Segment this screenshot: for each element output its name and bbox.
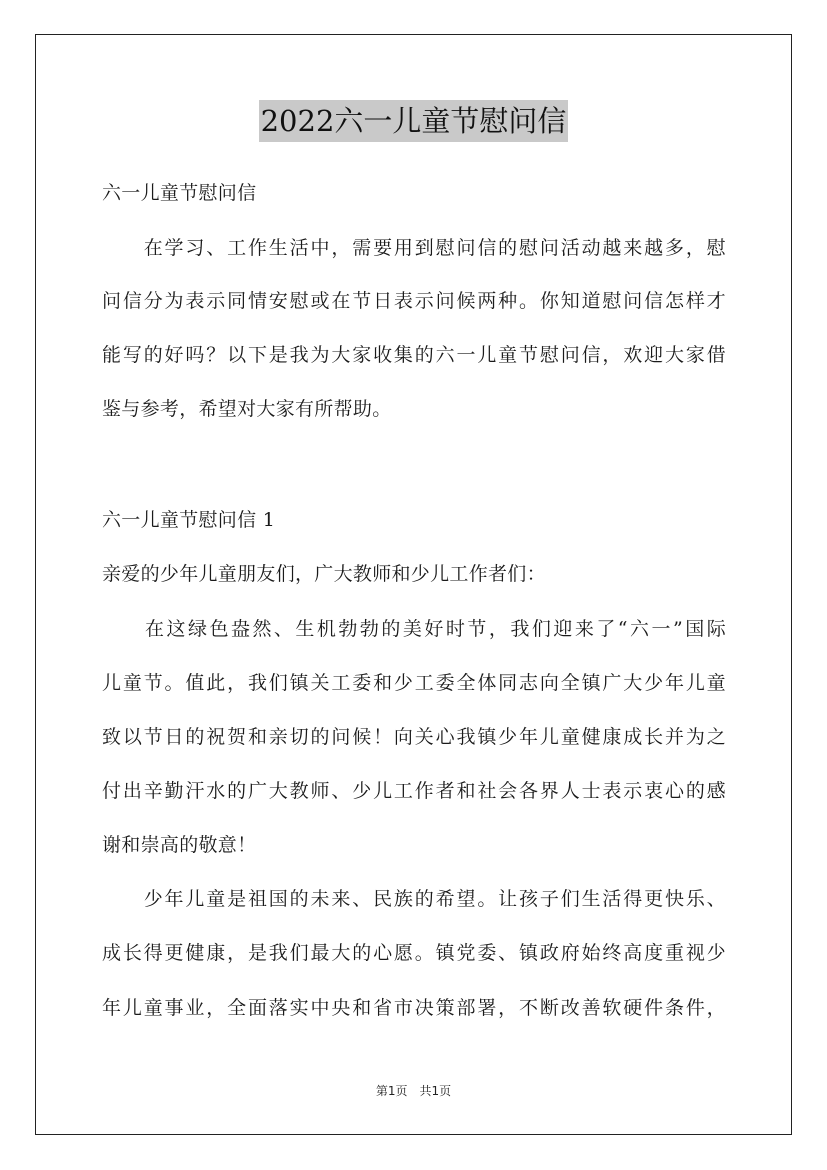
paragraph-line: 鉴与参考，希望对大家有所帮助。 xyxy=(102,398,392,420)
title-container xyxy=(0,100,827,142)
paragraph-line: 年儿童事业，全面落实中央和省市决策部署，不断改善软硬件条件， xyxy=(102,997,726,1019)
document-title: 2022六一儿童节慰问信 xyxy=(259,100,569,142)
paragraph-line: 能写的好吗？以下是我为大家收集的六一儿童节慰问信，欢迎大家借 xyxy=(102,344,726,366)
paragraph-line: 谢和崇高的敬意！ xyxy=(102,834,257,856)
paragraph-line: 少年儿童是祖国的未来、民族的希望。让孩子们生活得更快乐、 xyxy=(102,888,726,910)
paragraph-line: 付出辛勤汗水的广大教师、少儿工作者和社会各界人士表示衷心的感 xyxy=(102,780,726,802)
section-heading: 六一儿童节慰问信 xyxy=(102,182,257,204)
page-footer: 第1页 共1页 xyxy=(375,1084,452,1098)
paragraph-line: 成长得更健康，是我们最大的心愿。镇党委、镇政府始终高度重视少 xyxy=(102,942,726,964)
paragraph-line: 儿童节。值此，我们镇关工委和少工委全体同志向全镇广大少年儿童 xyxy=(102,672,726,694)
paragraph-line: 问信分为表示同情安慰或在节日表示问候两种。你知道慰问信怎样才 xyxy=(102,290,726,312)
paragraph-line: 致以节日的祝贺和亲切的问候！向关心我镇少年儿童健康成长并为之 xyxy=(102,726,726,748)
section-heading: 六一儿童节慰问信 1 xyxy=(102,509,276,531)
salutation: 亲爱的少年儿童朋友们，广大教师和少儿工作者们： xyxy=(102,563,546,585)
paragraph-line: 在这绿色盎然、生机勃勃的美好时节，我们迎来了“六一”国际 xyxy=(102,618,726,640)
paragraph-line: 在学习、工作生活中，需要用到慰问信的慰问活动越来越多，慰 xyxy=(102,237,726,259)
